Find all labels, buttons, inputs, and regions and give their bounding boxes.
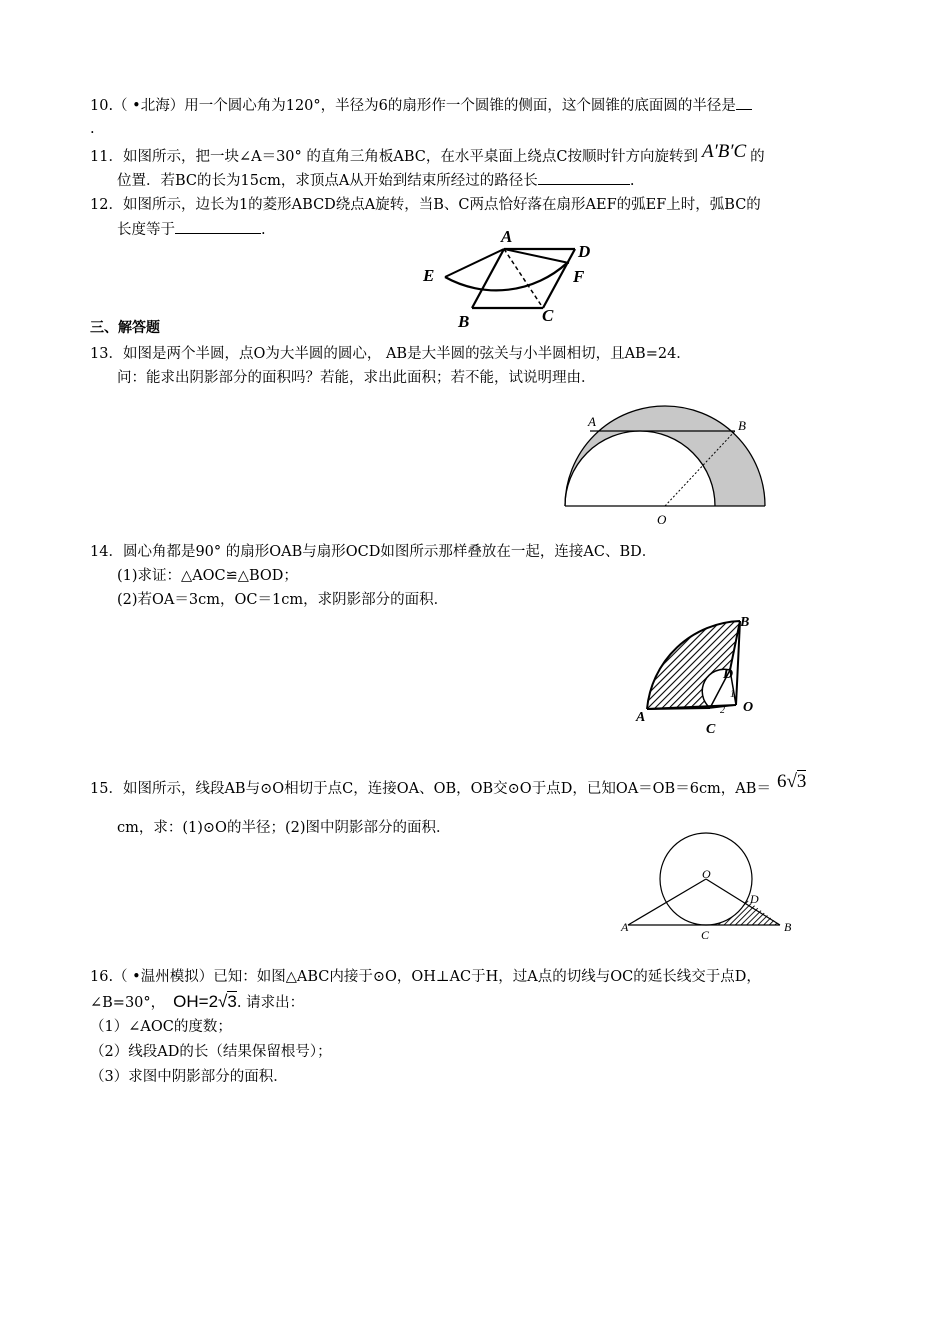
q10-line2: . xyxy=(90,121,95,137)
q13-label-o: O xyxy=(657,512,667,527)
q14-label-o: O xyxy=(743,700,754,715)
q15-label-c: C xyxy=(701,928,710,942)
q15-label-a: A xyxy=(621,920,629,934)
q11-answer-blank xyxy=(538,170,630,185)
q12-line2 xyxy=(117,219,266,240)
q13-label-a: A xyxy=(588,414,596,429)
q12-label-d: D xyxy=(578,242,591,261)
q12-line-ae xyxy=(445,249,504,277)
q16-math-radicand: 3 xyxy=(227,992,237,1011)
q11-period: . xyxy=(629,173,635,189)
q14-label-c: C xyxy=(706,722,716,737)
q12-label-e: E xyxy=(423,266,435,285)
q15-line-oa xyxy=(628,879,706,925)
q13-figure xyxy=(560,400,775,530)
q14-line2: (1)求证：△AOC≌△BOD； xyxy=(117,568,298,584)
q14-label-2: 2 xyxy=(720,705,725,716)
q15-label-o: O xyxy=(702,867,711,881)
q15-radical-sign: √ xyxy=(786,771,797,792)
q10-answer-blank xyxy=(736,95,752,110)
q11-math-abc-prime: A′B′C xyxy=(701,141,747,162)
q12-label-a: A xyxy=(501,227,513,246)
q10-text: 10.（ •北海）用一个圆心角为120°，半径为6的扇形作一个圆锥的侧面，这个圆锥的底面圆的半径是 xyxy=(90,98,736,114)
q15-line1 xyxy=(90,771,807,799)
q11-line1 xyxy=(90,141,765,167)
q12-label-f: F xyxy=(573,267,585,286)
q14-figure xyxy=(630,605,760,745)
q12-answer-blank xyxy=(175,219,261,234)
q16-item-1: （1）∠AOC的度数； xyxy=(90,1019,232,1035)
q16-line2 xyxy=(90,992,304,1013)
q15-label-d: D xyxy=(750,892,759,906)
q16-line1: 16.（ •温州模拟）已知：如图△ABC内接于⊙O，OH⊥AC于H，过A点的切线与OC的延长线交于点D， xyxy=(90,969,761,985)
q15-line2: cm，求：(1)⊙O的半径；(2)图中阴影部分的面积． xyxy=(117,820,451,836)
q15-math-radicand: 3 xyxy=(796,771,807,792)
q12-arc-ef xyxy=(445,263,567,290)
q12-line1: 12．如图所示，边长为1的菱形ABCD绕点A旋转，当B、C两点恰好落在扇形AEF的弧EF上时，弧BC的 xyxy=(90,197,761,213)
q16-math-oh xyxy=(173,992,237,1011)
q14-label-a: A xyxy=(636,710,646,725)
q15-math-coef: 6 xyxy=(776,771,787,792)
q12-figure xyxy=(415,225,615,335)
q13-line1: 13．如图是两个半圆，点O为大半圆的圆心， AB是大半圆的弦关与小半圆相切，且AB=24． xyxy=(90,346,691,362)
q15-text: 15．如图所示，线段AB与⊙O相切于点C，连接OA、OB，OB交⊙O于点D，已知OA＝OB＝6cm，AB＝ xyxy=(90,781,771,797)
q16-radical-sign: √ xyxy=(218,992,228,1011)
q15-label-b: B xyxy=(784,920,792,934)
q14-label-1: 1 xyxy=(730,689,735,700)
q15-math-6root3 xyxy=(777,771,806,792)
q14-line3: (2)若OA＝3cm，OC＝1cm，求阴影部分的面积． xyxy=(117,592,449,608)
q12-label-c: C xyxy=(542,306,554,325)
q15-figure xyxy=(618,838,798,943)
q11-text-end: 的 xyxy=(750,149,765,165)
q11-line2 xyxy=(117,170,634,191)
q16-text2a: ∠B=30°， xyxy=(90,995,166,1011)
q11-text: 11．如图所示，把一块∠A＝30° 的直角三角板ABC，在水平桌面上绕点C按顺时针方向旋转到 xyxy=(90,149,698,165)
q12-line-af xyxy=(504,249,569,263)
q10-line1 xyxy=(90,95,752,116)
q16-text2b: . 请求出： xyxy=(236,995,305,1011)
q12-text2: 长度等于 xyxy=(117,222,175,238)
q14-label-b: B xyxy=(740,615,750,630)
q12-label-b: B xyxy=(458,312,470,331)
q14-line-ac xyxy=(647,708,710,709)
q15-shaded-region xyxy=(706,900,780,925)
q16-item-2: （2）线段AD的长（结果保留根号）； xyxy=(90,1044,332,1060)
q12-side-ab xyxy=(472,249,504,308)
q16-item-3: （3）求图中阴影部分的面积． xyxy=(90,1069,288,1085)
q13-label-b: B xyxy=(738,418,746,433)
q14-line1: 14．圆心角都是90° 的扇形OAB与扇形OCD如图所示那样叠放在一起，连接AC、BD． xyxy=(90,544,657,560)
q13-line2: 问：能求出阴影部分的面积吗？若能，求出此面积；若不能，试说明理由． xyxy=(117,370,596,386)
q16-math-oh-text: OH=2 xyxy=(173,992,219,1011)
q11-text2: 位置．若BC的长为15cm，求顶点A从开始到结束所经过的路径长 xyxy=(117,173,538,189)
section-title: 三、解答题 xyxy=(90,320,160,336)
q14-label-d: D xyxy=(723,667,734,682)
q12-diagonal-ac xyxy=(504,249,543,308)
q12-period: . xyxy=(261,222,266,238)
